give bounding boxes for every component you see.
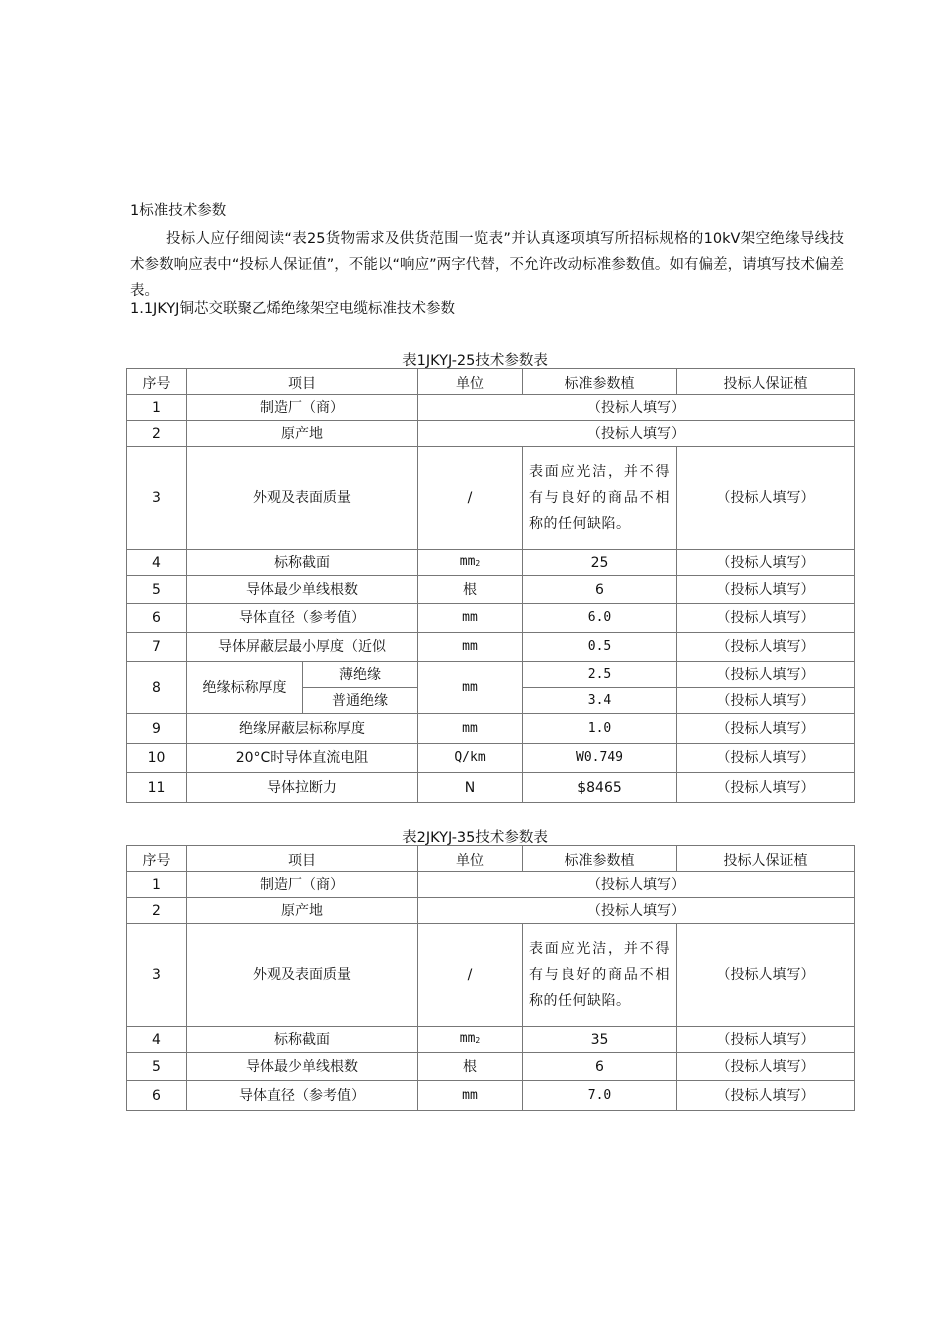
table-row: [127, 604, 855, 633]
row-item: 制造厂（商）: [187, 395, 418, 421]
row-no: 9: [127, 714, 187, 744]
row-item: 导体最少单线根数: [187, 1053, 418, 1081]
row-std: 表面应光洁，并不得有与良好的商品不相称的任何缺陷。: [523, 924, 677, 1027]
row-unit: Q/km: [418, 744, 523, 773]
row-item: 导体直径（参考值）: [187, 1081, 418, 1111]
row-item: 20°C时导体直流电阻: [187, 744, 418, 773]
row-no: 3: [127, 924, 187, 1027]
table1-caption: 表1JKYJ-25技术参数表: [402, 353, 548, 369]
table-header-row: [127, 369, 855, 395]
table-header-row: [127, 846, 855, 872]
table-row: [127, 872, 855, 898]
bidder-fill: （投标人填写）: [677, 744, 855, 773]
header-item: 项目: [187, 846, 418, 872]
row-no: 2: [127, 898, 187, 924]
bidder-fill: （投标人填写）: [677, 662, 855, 688]
row-unit: mm: [418, 714, 523, 744]
row-no: 6: [127, 1081, 187, 1111]
row-no: 8: [127, 662, 187, 714]
table2-caption: 表2JKYJ-35技术参数表: [402, 830, 548, 846]
row-unit: mm: [418, 662, 523, 714]
row-item: 外观及表面质量: [187, 447, 418, 550]
header-bid: 投标人保证植: [677, 369, 855, 395]
header-std: 标准参数植: [523, 369, 677, 395]
instruction-paragraph: 投标人应仔细阅读“表25货物需求及供货范围一览表”并认真逐项填写所招标规格的10kV架空绝缘导线技术参数响应表中“投标人保证值”，不能以“响应”两字代替，不允许改动标准参数值。如有偏差，请填写技术偏差表。: [130, 231, 844, 299]
row-unit: N: [418, 773, 523, 803]
row-std: 25: [523, 550, 677, 576]
row-item: 绝缘标称厚度: [187, 662, 303, 714]
header-no: 序号: [127, 846, 187, 872]
header-unit: 单位: [418, 846, 523, 872]
bidder-fill: （投标人填写）: [677, 604, 855, 633]
table-row: [127, 744, 855, 773]
bidder-fill: （投标人填写）: [677, 1027, 855, 1053]
table-row: [127, 924, 855, 1027]
row-no: 2: [127, 421, 187, 447]
row-item: 导体屏蔽层最小厚度（近似: [187, 633, 418, 662]
row-no: 6: [127, 604, 187, 633]
row-item: 原产地: [187, 421, 418, 447]
header-std: 标准参数植: [523, 846, 677, 872]
row-item: 绝缘屏蔽层标称厚度: [187, 714, 418, 744]
table-row: [127, 773, 855, 803]
header-unit: 单位: [418, 369, 523, 395]
row-item: 制造厂（商）: [187, 872, 418, 898]
row-std: 3.4: [523, 688, 677, 714]
row-std: 6.0: [523, 604, 677, 633]
row-item: 外观及表面质量: [187, 924, 418, 1027]
row-item: 导体最少单线根数: [187, 576, 418, 604]
row-no: 1: [127, 395, 187, 421]
row-unit: 根: [418, 1053, 523, 1081]
table-row: [127, 550, 855, 576]
row-unit: /: [418, 924, 523, 1027]
row-subitem: 薄绝缘: [303, 662, 418, 688]
row-no: 4: [127, 550, 187, 576]
table-row: [127, 1053, 855, 1081]
table1: [126, 368, 855, 803]
row-std: W0.749: [523, 744, 677, 773]
row-no: 11: [127, 773, 187, 803]
bidder-fill: （投标人填写）: [677, 1053, 855, 1081]
header-bid: 投标人保证植: [677, 846, 855, 872]
bidder-fill: （投标人填写）: [418, 872, 855, 898]
bidder-fill: （投标人填写）: [677, 773, 855, 803]
bidder-fill: （投标人填写）: [677, 688, 855, 714]
row-unit: mm: [418, 633, 523, 662]
unit-subscript: 2: [475, 558, 481, 568]
bidder-fill: （投标人填写）: [677, 714, 855, 744]
bidder-fill: （投标人填写）: [677, 550, 855, 576]
row-std: 7.0: [523, 1081, 677, 1111]
table-row: [127, 421, 855, 447]
row-unit: mm: [418, 1081, 523, 1111]
section-heading: 1标准技术参数: [130, 203, 227, 219]
table-row: [127, 447, 855, 550]
row-unit: [418, 1027, 523, 1053]
unit-text: mm: [459, 1030, 476, 1046]
table-row: [127, 576, 855, 604]
row-std: 6: [523, 1053, 677, 1081]
row-item: 导体直径（参考值）: [187, 604, 418, 633]
unit-subscript: 2: [475, 1035, 481, 1045]
row-no: 5: [127, 576, 187, 604]
bidder-fill: （投标人填写）: [418, 395, 855, 421]
row-unit: /: [418, 447, 523, 550]
table-row: [127, 662, 855, 688]
row-std: 1.0: [523, 714, 677, 744]
row-std: 35: [523, 1027, 677, 1053]
row-std: 0.5: [523, 633, 677, 662]
table-row: [127, 395, 855, 421]
header-item: 项目: [187, 369, 418, 395]
table-row: [127, 1027, 855, 1053]
bidder-fill: （投标人填写）: [677, 447, 855, 550]
row-no: 10: [127, 744, 187, 773]
row-unit: 根: [418, 576, 523, 604]
bidder-fill: （投标人填写）: [418, 898, 855, 924]
table-row: [127, 898, 855, 924]
row-no: 3: [127, 447, 187, 550]
unit-text: mm: [459, 553, 476, 569]
row-subitem: 普通绝缘: [303, 688, 418, 714]
bidder-fill: （投标人填写）: [677, 633, 855, 662]
header-no: 序号: [127, 369, 187, 395]
row-item: 导体拉断力: [187, 773, 418, 803]
row-std: $8465: [523, 773, 677, 803]
row-no: 4: [127, 1027, 187, 1053]
row-std: 6: [523, 576, 677, 604]
table2: [126, 845, 855, 1111]
table-row: [127, 633, 855, 662]
row-std: 2.5: [523, 662, 677, 688]
row-unit: [418, 550, 523, 576]
row-item: 原产地: [187, 898, 418, 924]
bidder-fill: （投标人填写）: [677, 1081, 855, 1111]
table-row: [127, 1081, 855, 1111]
row-no: 5: [127, 1053, 187, 1081]
row-item: 标称截面: [187, 550, 418, 576]
bidder-fill: （投标人填写）: [677, 576, 855, 604]
row-std: 表面应光洁，并不得有与良好的商品不相称的任何缺陷。: [523, 447, 677, 550]
bidder-fill: （投标人填写）: [418, 421, 855, 447]
row-no: 1: [127, 872, 187, 898]
table-row: [127, 714, 855, 744]
bidder-fill: （投标人填写）: [677, 924, 855, 1027]
subsection-heading: 1.1JKYJ铜芯交联聚乙烯绝缘架空电缆标准技术参数: [130, 301, 455, 317]
row-unit: mm: [418, 604, 523, 633]
row-no: 7: [127, 633, 187, 662]
row-item: 标称截面: [187, 1027, 418, 1053]
